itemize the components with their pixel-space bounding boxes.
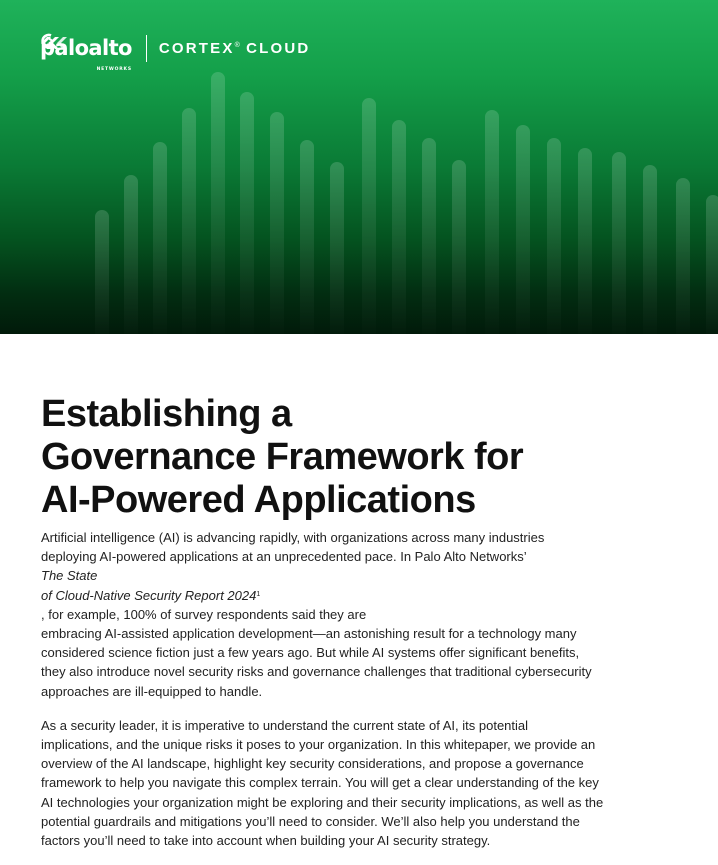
paloalto-logo-subtext: NETWORKS <box>96 67 132 72</box>
text-line: potential guardrails and mitigations you’ll need to consider. We’ll also help you understand the <box>41 813 580 829</box>
text-line: implications, and the unique risks it poses to your organization. In this whitepaper, we provide an <box>41 737 596 753</box>
logo-divider <box>146 35 147 62</box>
decorative-bar <box>547 138 561 334</box>
decorative-bar <box>270 112 284 334</box>
decorative-bar <box>330 162 344 334</box>
text-line: framework to help you navigate this complex terrain. You will get a clear understanding of the key <box>41 775 599 791</box>
paloalto-logo-text: paloalto NETWORKS <box>40 37 132 59</box>
cortex-word: CORTEX <box>158 39 235 57</box>
intro-paragraph <box>41 528 691 701</box>
text-line: As a security leader, it is imperative to understand the current state of AI, its potential <box>41 717 529 733</box>
decorative-bar <box>124 175 138 334</box>
report-title: of Cloud-Native Security Report 2024 <box>41 587 257 603</box>
decorative-bar <box>612 152 626 334</box>
title-line: Establishing a <box>41 393 292 435</box>
decorative-bar <box>578 148 592 334</box>
cortex-logo-text <box>159 40 311 57</box>
text-line: overview of the AI landscape, highlight key security considerations, and propose a governance <box>41 756 584 772</box>
decorative-bar <box>643 165 657 334</box>
decorative-bar <box>182 108 196 334</box>
text-line: factors you’ll need to take into account when building your AI security strategy. <box>41 833 491 849</box>
decorative-bar <box>516 125 530 334</box>
decorative-bar <box>392 120 406 334</box>
page-title <box>41 393 691 522</box>
second-paragraph <box>41 716 691 850</box>
title-line: Governance Framework for <box>41 436 524 478</box>
hero-banner <box>0 0 718 334</box>
decorative-bar <box>452 160 466 334</box>
report-title: The State <box>41 568 98 584</box>
text-line: AI technologies your organization might be exploring and their security implications, as well as the <box>41 794 604 810</box>
text-line: they also introduce novel security risks and governance challenges that traditional cybersecurity <box>41 664 592 680</box>
text-line: deploying AI-powered applications at an unprecedented pace. In Palo Alto Networks’ The State <box>41 549 527 584</box>
text-line: Artificial intelligence (AI) is advancing rapidly, with organizations across many industries <box>41 530 545 545</box>
bar-group <box>95 72 718 334</box>
title-line: AI-Powered Applications <box>41 479 476 521</box>
decorative-bar <box>706 195 718 334</box>
cloud-word: CLOUD <box>246 39 311 57</box>
decorative-bar <box>362 98 376 334</box>
decorative-bar <box>95 210 109 334</box>
trademark-symbol: ® <box>234 41 240 49</box>
decorative-bar <box>422 138 436 334</box>
footnote-marker: 1 <box>256 590 261 598</box>
text-line: embracing AI-assisted application development—an astonishing result for a technology many <box>41 626 577 642</box>
text-line: of Cloud-Native Security Report 2024$^1$ , for example, 100% of survey respondents said they are <box>41 587 367 622</box>
logo-lockup <box>40 33 311 72</box>
decorative-bar <box>300 140 314 334</box>
decorative-bar <box>240 92 254 334</box>
text-line: considered science fiction just a few years ago. But while AI systems offer significant benefits, <box>41 645 580 661</box>
decorative-bar <box>211 72 225 334</box>
text-line: approaches are ill-equipped to handle. <box>41 683 263 699</box>
decorative-bar <box>153 142 167 334</box>
body-text <box>41 528 691 865</box>
decorative-bar <box>485 110 499 334</box>
cortex-logo-icon <box>40 33 56 49</box>
decorative-bar <box>676 178 690 334</box>
